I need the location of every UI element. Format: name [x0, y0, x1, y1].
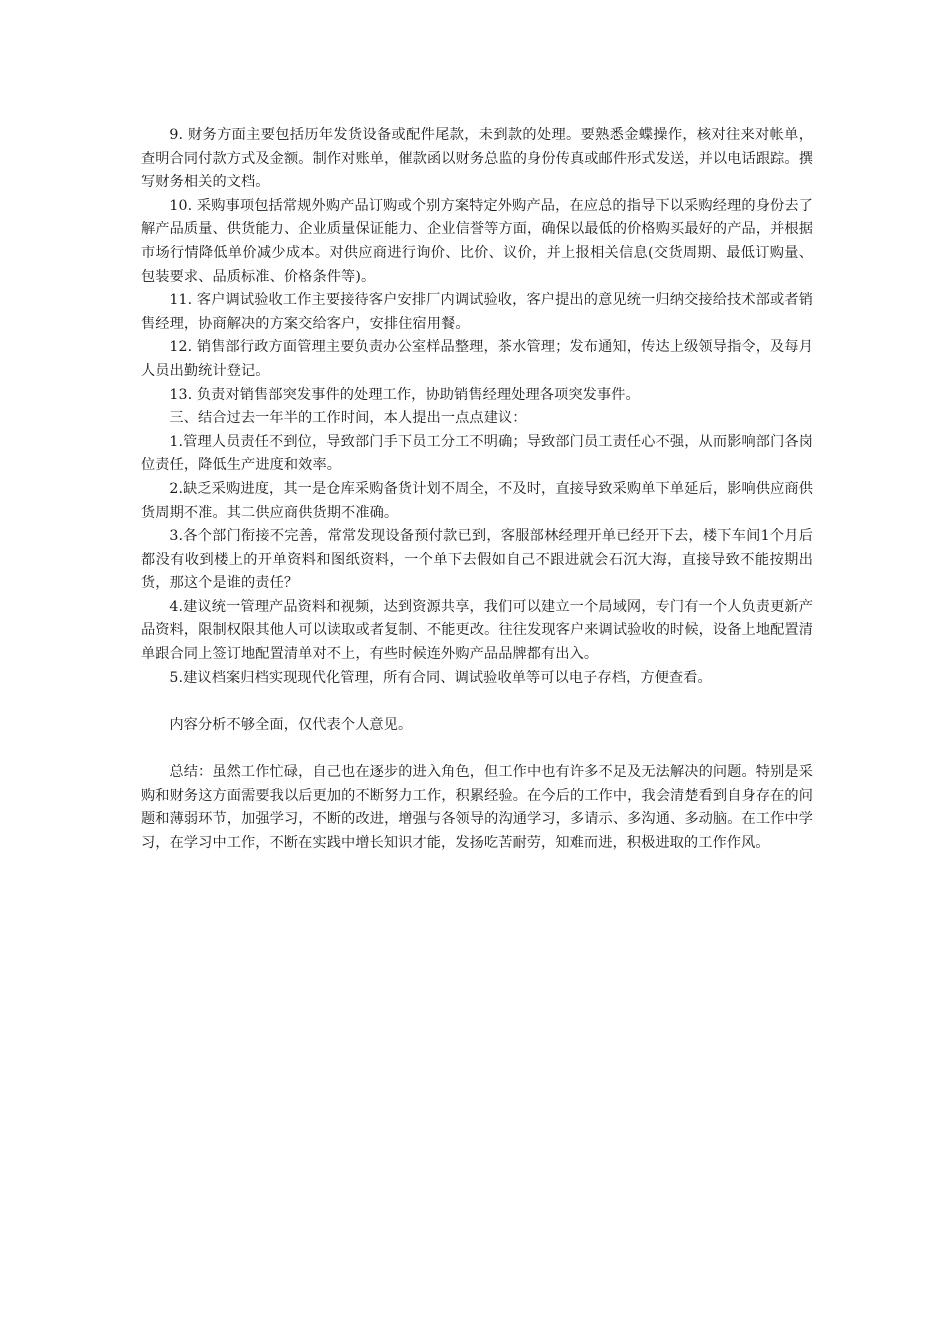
suggestion-item-2: 2.缺乏采购进度，其一是仓库采购备货计划不周全，不及时，直接导致采购单下单延后，影响供应商供货周期不准。其二供应商供货期不准确。: [141, 480, 813, 521]
suggestion-item-3: 3.各个部门衔接不完善，常常发现设备预付款已到，客服部林经理开单已经开下去，楼下车间1个月后都没有收到楼上的开单资料和图纸资料，一个单下去假如自己不跟进就会石沉大海，直接导致不能按期出货，那这个是谁的责任？: [141, 528, 813, 592]
paragraph-item-12: 12. 销售部行政方面管理主要负责办公室样品整理，茶水管理；发布通知，传达上级领导指令，及每月人员出勤统计登记。: [141, 339, 813, 379]
summary-paragraph: 总结：虽然工作忙碌，自己也在逐步的进入角色，但工作中也有许多不足及无法解决的问题。特别是采购和财务这方面需要我以后更加的不断努力工作，积累经验。在今后的工作中，我会清楚看到自身存在的问题和薄弱环节，加强学习，不断的改进，增强与各领导的沟通学习，多请示、多沟通、多动脑。在工作中学习，在学习中工作，不断在实践中增长知识才能，发扬吃苦耐劳，知难而进，积极进取的工作作风。: [141, 764, 813, 851]
section-heading-suggestions: 三、结合过去一年半的工作时间，本人提出一点点建议：: [169, 410, 527, 427]
document-page: [141, 124, 813, 855]
blank-line: [141, 690, 813, 714]
suggestion-item-1: 1.管理人员责任不到位，导致部门手下员工分工不明确；导致部门员工责任心不强，从而影响部门各岗位责任，降低生产进度和效率。: [141, 433, 813, 474]
paragraph-item-11: 11. 客户调试验收工作主要接待客户安排厂内调试验收，客户提出的意见统一归纳交接给技术部或者销售经理，协商解决的方案交给客户，安排住宿用餐。: [141, 292, 813, 332]
blank-line: [141, 737, 813, 761]
suggestion-item-4: 4.建议统一管理产品资料和视频，达到资源共享，我们可以建立一个局域网，专门有一个人负责更新产品资料，限制权限其他人可以读取或者复制、不能更改。往往发现客户来调试验收的时候，设备上地配置清单跟合同上签订地配置清单对不上，有些时候连外购产品品牌都有出入。: [141, 598, 813, 663]
suggestion-item-5: 5.建议档案归档实现现代化管理，所有合同、调试验收单等可以电子存档，方便查看。: [169, 669, 712, 686]
note-paragraph: 内容分析不够全面，仅代表个人意见。: [169, 716, 413, 733]
paragraph-item-10: 10. 采购事项包括常规外购产品订购或个别方案特定外购产品，在应总的指导下以采购经理的身份去了解产品质量、供货能力、企业质量保证能力、企业信誉等方面，确保以最低的价格购买最好的产品，并根据市场行情降低单价减少成本。对供应商进行询价、比价、议价，并上报相关信息(交货周期、最低订购量、包装要求、品质标准、价格条件等)。: [141, 197, 813, 285]
paragraph-item-13: 13. 负责对销售部突发事件的处理工作，协助销售经理处理各项突发事件。: [169, 386, 640, 403]
paragraph-item-9: 9. 财务方面主要包括历年发货设备或配件尾款，未到款的处理。要熟悉金蝶操作，核对往来对帐单，查明合同付款方式及金额。制作对账单，催款函以财务总监的身份传真或邮件形式发送，并以电话跟踪。撰写财务相关的文档。: [141, 127, 813, 191]
